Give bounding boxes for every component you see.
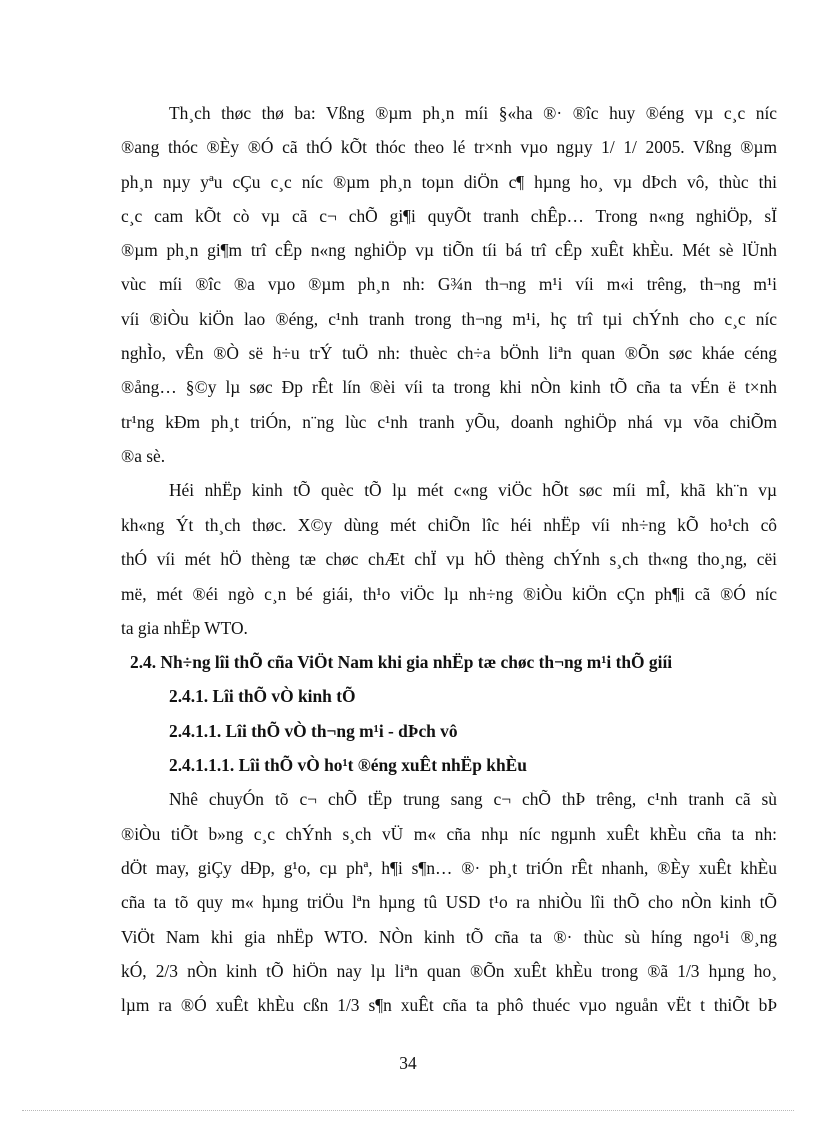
paragraph-2-line-4: më, mét ®éi ngò c¸n bé giái, th¹o viÖc lµ nh÷ng ®iÒu kiÖn cÇn ph¶i cã ®Ó níc: [121, 584, 777, 604]
paragraph-1-line-11: ®a sè.: [121, 446, 166, 466]
paragraph-3-line-7: lµm ra ®Ó xuÊt khÈu cßn 1/3 s¶n xuÊt cña ta phô thuéc vµo nguån vËt t thiÕt bÞ: [121, 995, 777, 1015]
paragraph-2-line-3: thÓ víi mét hÖ thèng tæ chøc chÆt chÏ vµ hÖ thèng chÝnh s¸ch th«ng tho¸ng, cëi: [121, 549, 777, 569]
paragraph-3-line-6: kÓ, 2/3 nÒn kinh tÕ hiÖn nay lµ liªn quan ®Õn xuÊt khÈu trong ®ã 1/3 hµng ho¸: [121, 961, 777, 981]
paragraph-1-line-8: nghÌo, vÊn ®Ò së h÷u trÝ tuÖ nh: thuèc ch÷a bÖnh liªn quan ®Õn søc kháe céng: [121, 343, 777, 363]
paragraph-3-line-4: cña ta tõ quy m« hµng triÖu lªn hµng tû USD t¹o ra nhiÒu lîi thÕ cho nÒn kinh tÕ: [121, 892, 777, 912]
section-heading-2-4: 2.4. Nh÷ng lîi thÕ cña ViÖt Nam khi gia nhËp tæ chøc th¬ng m¹i thÕ giíi: [130, 652, 673, 672]
paragraph-1-line-1: Th¸ch thøc thø ba: Vßng ®µm ph¸n míi §«ha ®· ®îc huy ®éng vµ c¸c níc: [169, 103, 777, 123]
paragraph-1-line-10: tr¹ng kÐm ph¸t triÓn, n¨ng lùc c¹nh tranh yÕu, doanh nghiÖp nhá vµ võa chiÕm: [121, 412, 777, 432]
paragraph-1-line-2: ®ang thóc ®Èy ®Ó cã thÓ kÕt thóc theo lé tr×nh vµo ngµy 1/ 1/ 2005. Vßng ®µm: [121, 137, 777, 157]
paragraph-1-line-4: c¸c cam kÕt cò vµ cã c¬ chÕ gi¶i quyÕt tranh chÊp… Trong n«ng nghiÖp, sÏ: [121, 206, 777, 226]
section-heading-2-4-1: 2.4.1. Lîi thÕ vÒ kinh tÕ: [169, 686, 356, 706]
page-bottom-divider: [22, 1110, 794, 1111]
paragraph-1-line-9: ®ång… §©y lµ søc Ðp rÊt lín ®èi víi ta trong khi nÒn kinh tÕ cña ta vÉn ë t×nh: [121, 377, 777, 397]
paragraph-3-line-2: ®iÒu tiÕt b»ng c¸c chÝnh s¸ch vÜ m« cña nhµ níc ngµnh xuÊt khÈu cña ta nh:: [121, 824, 777, 844]
section-heading-2-4-1-1-1: 2.4.1.1.1. Lîi thÕ vÒ ho¹t ®éng xuÊt nhËp khÈu: [169, 755, 527, 775]
paragraph-1-line-5: ®µm ph¸n gi¶m trî cÊp n«ng nghiÖp vµ tiÕn tíi bá trî cÊp xuÊt khÈu. Mét sè lÜnh: [121, 240, 777, 260]
paragraph-1-line-3: ph¸n nµy yªu cÇu c¸c níc ®µm ph¸n toµn diÖn c¶ hµng ho¸ vµ dÞch vô, thùc thi: [121, 172, 777, 192]
paragraph-1-line-7: víi ®iÒu kiÖn lao ®éng, c¹nh tranh trong th¬ng m¹i, hç trî tµi chÝnh cho c¸c níc: [121, 309, 777, 329]
paragraph-3-line-3: dÖt may, giÇy dÐp, g¹o, cµ phª, h¶i s¶n… ®· ph¸t triÓn rÊt nhanh, ®Èy xuÊt khÈu: [121, 858, 777, 878]
paragraph-2-line-5: ta gia nhËp WTO.: [121, 618, 248, 638]
paragraph-3-line-5: ViÖt Nam khi gia nhËp WTO. NÒn kinh tÕ cña ta ®· thùc sù híng ngo¹i ®¸ng: [121, 927, 777, 947]
section-heading-2-4-1-1: 2.4.1.1. Lîi thÕ vÒ th¬ng m¹i - dÞch vô: [169, 721, 458, 741]
paragraph-1-line-6: vùc míi ®îc ®a vµo ®µm ph¸n nh: G¾n th¬ng m¹i víi m«i trêng, th¬ng m¹i: [121, 274, 777, 294]
page-number: 34: [399, 1053, 417, 1073]
paragraph-2-line-1: Héi nhËp kinh tÕ quèc tÕ lµ mét c«ng viÖc hÕt søc míi mÎ, khã kh¨n vµ: [169, 480, 777, 500]
paragraph-2-line-2: kh«ng Ýt th¸ch thøc. X©y dùng mét chiÕn lîc héi nhËp víi nh÷ng kÕ ho¹ch cô: [121, 515, 777, 535]
paragraph-3-line-1: Nhê chuyÓn tõ c¬ chÕ tËp trung sang c¬ chÕ thÞ trêng, c¹nh tranh cã sù: [169, 789, 777, 809]
